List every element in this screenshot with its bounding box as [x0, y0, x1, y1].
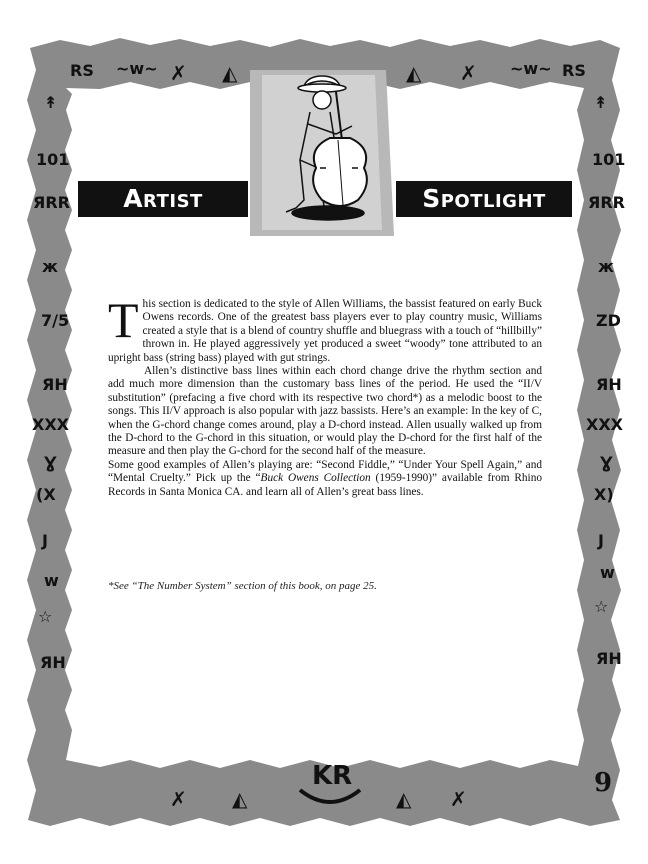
svg-text:XXX: XXX	[586, 415, 624, 434]
article-paragraph-2: Allen’s distinctive bass lines within each chord change drive the rhythm section and add much more dimension than the customary bass lines of the period. He used the “II/V substitution” (prefacing a five chord with its respective two chord*) as a melodic boost to the songs. This II/V approach is also popular with jazz bassists. Here’s an example: In the key of C, when the G-chord change comes around, play a D-chord instead. Allen usually walked up from the D-chord to the G-chord in this situation, or would play the D-chord for the first half of the measure and then play the G-chord for the second half of the measure.	[108, 365, 542, 458]
article-paragraph-1	[108, 292, 542, 365]
svg-text:ЯH: ЯH	[40, 653, 66, 672]
svg-text:(X: (X	[36, 485, 56, 504]
article-paragraph-3	[108, 459, 542, 499]
drop-cap: T	[108, 292, 139, 348]
svg-text:J: J	[42, 531, 48, 550]
svg-text:101: 101	[36, 150, 70, 169]
svg-text:◭: ◭	[232, 787, 248, 811]
svg-text:w: w	[600, 563, 615, 582]
footnote: *See “The Number System” section of this book, on page 25.	[108, 580, 377, 592]
arrow-brand-icon: ↟	[44, 93, 58, 112]
paragraph-3-lead: Some good examples of Allen’s playing are: “Second Fiddle,” “Under Your Spell Again,” and “Mental Cruelty.” Pick up the “	[108, 458, 542, 485]
svg-text:ЯH: ЯH	[42, 375, 68, 394]
svg-text:KR: KR	[312, 761, 353, 791]
page-number: 9	[594, 768, 613, 798]
svg-text:ЯH: ЯH	[596, 649, 622, 668]
banner-title-spotlight: Spotlight	[422, 184, 546, 213]
svg-text:◭: ◭	[406, 61, 422, 85]
svg-text:ж: ж	[598, 257, 614, 276]
svg-text:Ɣ: Ɣ	[600, 453, 613, 472]
star-brand-icon: ☆	[594, 597, 609, 616]
svg-text:ZD: ZD	[596, 311, 621, 330]
svg-text:~w~: ~w~	[510, 59, 552, 78]
svg-text:✗: ✗	[170, 787, 187, 811]
star-brand-icon: ☆	[38, 607, 53, 626]
svg-text:◭: ◭	[222, 61, 238, 85]
svg-text:ЯRR: ЯRR	[33, 193, 70, 212]
svg-text:✗: ✗	[170, 61, 187, 85]
svg-text:w: w	[44, 571, 59, 590]
svg-text:7/5: 7/5	[41, 311, 70, 330]
svg-text:ЯRR: ЯRR	[588, 193, 625, 212]
svg-text:~w~: ~w~	[116, 59, 158, 78]
paragraph-1-text: his section is dedicated to the style of Allen Williams, the bassist featured on early Buck Owens records. One of the greatest bass players ever to play country music, Williams created a style that is a blend of country shuffle and bluegrass with a touch of “hillbilly” thrown in. He played aggressively yet produced a sweet “woody” tone attributed to an upright bass (string bass) played with gut strings.	[108, 298, 542, 364]
svg-text:ЯH: ЯH	[596, 375, 622, 394]
svg-text:Ɣ: Ɣ	[44, 453, 57, 472]
svg-text:J: J	[598, 531, 604, 550]
svg-text:101: 101	[592, 150, 626, 169]
svg-text:◭: ◭	[396, 787, 412, 811]
svg-text:RS: RS	[70, 61, 94, 80]
svg-text:RS: RS	[562, 61, 586, 80]
svg-text:X): X)	[594, 485, 614, 504]
svg-text:✗: ✗	[450, 787, 467, 811]
svg-text:ж: ж	[42, 257, 58, 276]
svg-text:XXX: XXX	[32, 415, 70, 434]
paragraph-3-tail: (1959-1990)” available from Rhino Records in Santa Monica CA. and learn all of Allen’s great bass lines.	[108, 472, 542, 498]
banner-title-artist: Artist	[123, 184, 203, 213]
album-title: Buck Owens Collection	[260, 472, 371, 485]
article-body	[108, 292, 542, 499]
svg-text:✗: ✗	[460, 61, 477, 85]
arrow-brand-icon: ↟	[594, 93, 608, 112]
